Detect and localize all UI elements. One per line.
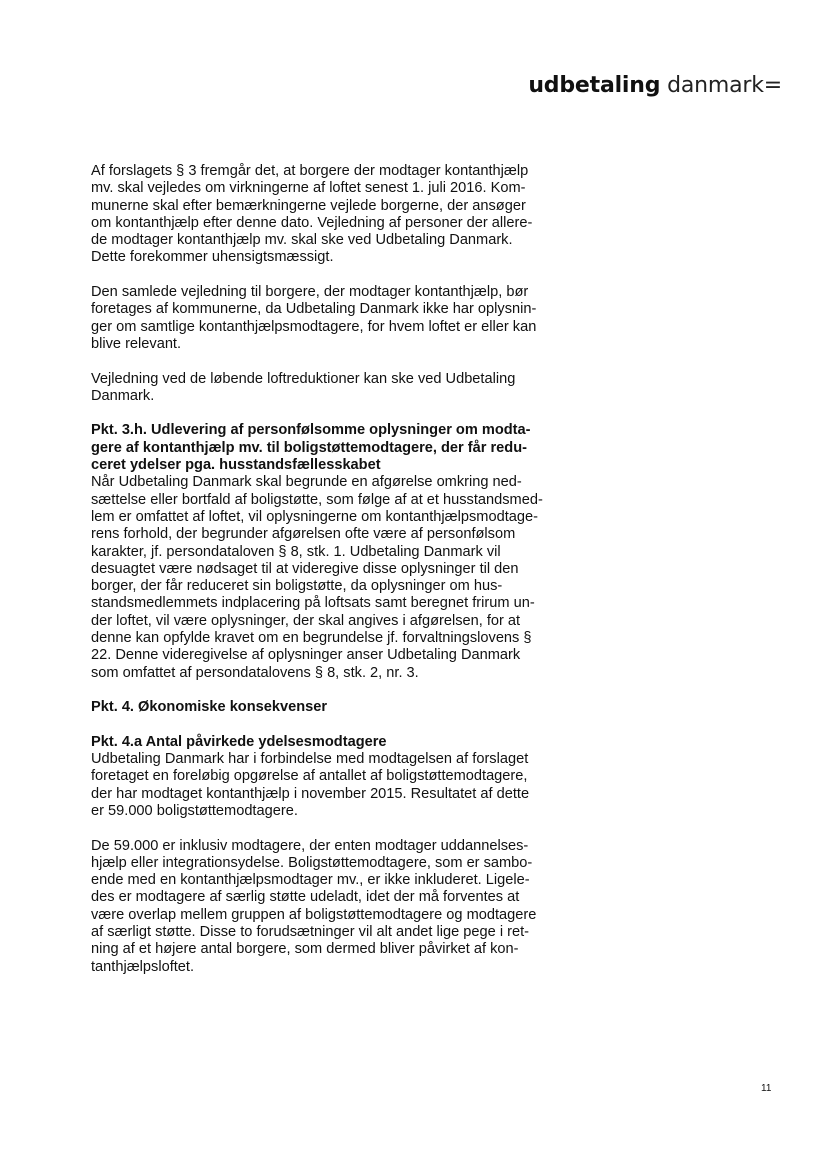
logo-text-bold: udbetaling	[528, 73, 661, 98]
section-heading-4: Pkt. 4. Økonomiske konsekvenser	[91, 699, 328, 716]
udbetaling-danmark-logo	[528, 72, 782, 100]
paragraph-samlet-vejledning: Den samlede vejledning til borgere, der modtager kontanthjælp, bør foretages af kommunerne, da Udbetaling Danmark ikke har oplysnin- ger om samtlige kontanthjælpsmodtagere, for hvem loftet er eller kan blive relevant.	[91, 284, 537, 352]
page-number: 11	[761, 1083, 772, 1094]
paragraph-opgoerelse: Udbetaling Danmark har i forbindelse med modtagelsen af forslaget foretaget en foreløbig opgørelse af antallet af boligstøttemodtagere, der har modtaget kontanthjælp i november 2015. Resultatet af dette er 59.000 boligstøttemodtagere.	[91, 751, 530, 819]
paragraph-loftreduktioner: Vejledning ved de løbende loftreduktioner kan ske ved Udbetaling Danmark.	[91, 370, 516, 404]
paragraph-personfoelsomme-oplysninger: Når Udbetaling Danmark skal begrunde en afgørelse omkring ned- sættelse eller bortfald af boligstøtte, som følge af at et husstandsmed- lem er omfattet af loftet, vil oplysningerne om kontanthjælpsmodtage- rens forhold, der begrunder afgørelsen ofte være af personfølsom karakter, jf. persondataloven § 8, stk. 1. Udbetaling Danmark vil desuagtet være nødsaget til at videregive disse oplysninger til den borger, der får reduceret sin boligstøtte, da oplysninger om hus- standsmedlemmets indplacering på loftsats samt beregnet frirum un- der loftet, vil være oplysninger, der skal angives i afgørelsen, for at denne kan opfylde kravet om en begrundelse jf. forvaltningslovens § 22. Denne videregivelse af oplysninger anser Udbetaling Danmark som omfattet af persondatalovens § 8, stk. 2, nr. 3.	[91, 474, 543, 681]
logo-text-light: danmark	[660, 73, 764, 98]
paragraph-vejledning-frist: Af forslagets § 3 fremgår det, at borgere der modtager kontanthjælp mv. skal vejledes om virkningerne af loftet senest 1. juli 2016. Kom- munerne skal efter bemærkningerne vejlede borgerne, der ansøger om kontanthjælp efter denne dato. Vejledning af personer der allere- de modtager kontanthjælp mv. skal ske ved Udbetaling Danmark. Dette forekommer uhensigtsmæssigt.	[91, 163, 533, 266]
section-heading-4a: Pkt. 4.a Antal påvirkede ydelsesmodtagere	[91, 733, 387, 750]
document-body	[91, 163, 600, 993]
logo-mark: =	[763, 73, 782, 98]
section-heading-3h: Pkt. 3.h. Udlevering af personfølsomme oplysninger om modta- gere af kontanthjælp mv. til boligstøttemodtagere, der får redu- ceret ydelser pga. husstandsfællesskabet	[91, 422, 531, 474]
paragraph-inklusiv-modtagere: De 59.000 er inklusiv modtagere, der enten modtager uddannelses- hjælp eller integrationsydelse. Boligstøttemodtagere, som er sambo- ende med en kontanthjælpsmodtager mv., er ikke inkluderet. Ligele- des er modtagere af særlig støtte udeladt, idet der må forventes at være overlap mellem gruppen af boligstøttemodtagere og modtagere af særligt støtte. Disse to forudsætninger vil alt andet lige pege i ret- ning af et højere antal borgere, som dermed bliver påvirket af kon- tanthjælpsloftet.	[91, 837, 537, 975]
